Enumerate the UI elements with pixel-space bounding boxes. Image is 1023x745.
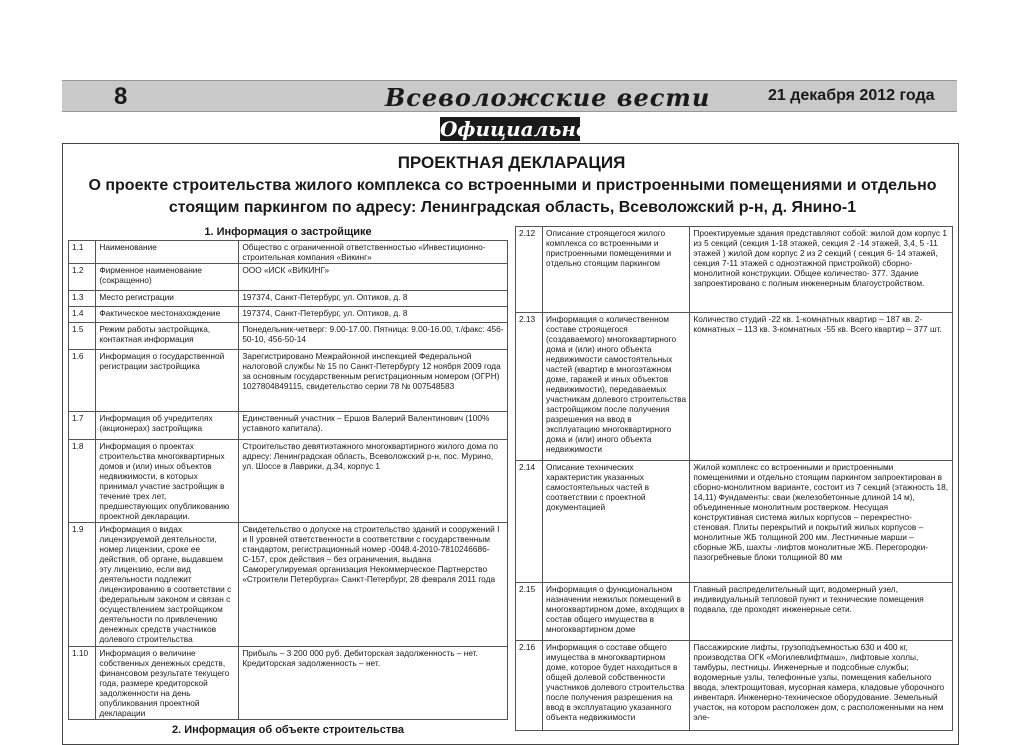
row-number: 1.2 [69,264,96,291]
row-value: 197374, Санкт-Петербург, ул. Оптиков, д. 8 [239,291,508,307]
page-number: 8 [114,83,128,110]
table-row [69,647,508,720]
row-value: Проектируемые здания представляют собой: жилой дом корпус 1 из 5 секций (секция 1-18 этажей, секция 2 -14 этажей, 3,4, 5 -11 этажей ) жилой дом корпус 2 из 2 секций ( секция 6- 14 этажей, секция 7-11 этажей с одноэтажной пристройкой) сборно-монолитной конструкции. Общее количество- 377. Здание запроектировано с полным инженерным благоустройством. [690,227,953,313]
row-label: Информация о проектах строительства многоквартирных домов и (или) иных объектов недвижимости, в которых принимал участие застройщик в течение трех лет, предшествующих опубликованию проектной декларации. [96,440,239,523]
row-value: Строительство девятиэтажного многоквартирного жилого дома по адресу: Ленинградская область, Всеволожский р-н, пос. Мурино, ул. Шоссе в Лаврики, д.34, корпус 1 [239,440,508,523]
row-number: 2.12 [516,227,543,313]
row-label: Режим работы застройщика, контактная информация [96,323,239,350]
object-info-table [515,226,953,731]
table-row [69,323,508,350]
row-label: Информация о величине собственных денежных средств, финансовом результате текущего года, размере кредиторской задолженности на день опубликования проектной декларации [96,647,239,720]
row-label: Информация о количественном составе строящегося (создаваемого) многоквартирного дома и (или) иного объекта недвижимости самостоятельных частей (квартир в многоэтажном доме, гаражей и иных объектов недвижимости), передаваемых участникам долевого строительства застройщиком после получения разрешения на ввод в эксплуатацию многоквартирного дома и (или) иного объекта недвижимости [543,313,690,461]
row-value: Главный распределительный щит, водомерный узел, индивидуальный тепловой пункт и технические помещения подвала, где проходят инженерные сети. [690,583,953,641]
table-row [69,241,508,264]
table-row [516,227,953,313]
row-number: 1.1 [69,241,96,264]
row-value: Прибыль – 3 200 000 руб. Дебиторская задолженность – нет. Кредиторская задолженность – нет. [239,647,508,720]
row-value: Свидетельство о допуске на строительство зданий и сооружений I и II уровней ответственности в соответствии с государственным стандартом, регистрационный номер -0048.4-2010-7810246686-С-157, срок действия – без ограничения, выдана Саморегулируемая организация Некоммерческое Партнерство «Строители Петербурга» Санкт-Петербург, 28 февраля 2011 года [239,523,508,647]
row-label: Наименование [96,241,239,264]
table-row [516,583,953,641]
row-value: Пассажирские лифты, грузоподъемностью 630 и 400 кг, производства ОГК «Могилевлифтмаш», лифтовые холлы, тамбуры, лестницы. Инженерные и подсобные службы; водомерные узлы, телефонные узлы, помещения кабельного ввода, электрощитовая, мусорная камера, кладовые уборочного инвентаря. Инженерно-техническое оборудование. Земельный участок, на котором расположен дом, с расположенными на нем эле- [690,641,953,731]
row-label: Место регистрации [96,291,239,307]
row-number: 1.10 [69,647,96,720]
row-value: Зарегистрировано Межрайонной инспекцией Федеральной налоговой службы № 15 по Санкт-Петербургу 12 ноября 2009 года за основным государственным регистрационным номером (ОГРН) 1027804849115, свидетельство серии 78 № 007548583 [239,350,508,412]
row-value: ООО «ИСК «ВИКИНГ» [239,264,508,291]
row-number: 2.15 [516,583,543,641]
row-value: 197374, Санкт-Петербург, ул. Оптиков, д. 8 [239,307,508,323]
row-number: 2.16 [516,641,543,731]
row-label: Описание технических характеристик указанных самостоятельных частей в соответствии с проектной документацией [543,461,690,583]
row-number: 1.3 [69,291,96,307]
developer-info-table [68,240,508,720]
row-number: 1.7 [69,412,96,440]
table-row [69,440,508,523]
row-label: Информация о функциональном назначении нежилых помещений в многоквартирном доме, входящих в состав общего имущества в многоквартирном доме [543,583,690,641]
newspaper-name: Всеволожские вести [385,83,711,112]
declaration-title: ПРОЕКТНАЯ ДЕКЛАРАЦИЯ [397,153,626,172]
table-row [516,641,953,731]
row-label: Фирменное наименование (сокращенно) [96,264,239,291]
row-value: Единственный участник – Ершов Валерий Валентинович (100% уставного капитала). [239,412,508,440]
table-row [69,264,508,291]
row-value: Общество с ограниченной ответственностью «Инвестиционно-строительная компания «Викинг» [239,241,508,264]
row-number: 1.9 [69,523,96,647]
section-1-title: 1. Информация о застройщике [204,226,372,238]
row-label: Информация о государственной регистрации застройщика [96,350,239,412]
table-row [69,307,508,323]
row-label: Фактическое местонахождение [96,307,239,323]
row-value: Жилой комплекс со встроенными и пристроенными помещениями и отдельно стоящим паркингом запроектирован в сборно-монолитном варианте, состоит из 7 секций (этажность 18, 14,11) Фундаменты: сваи (железобетонные длиной 14 м), объединенные монолитным ростверком. Несущая конструктивная система жилых корпусов – перекрестно-стеновая. Плиты перекрытий и покрытий жилых корпусов – монолитные ЖБ толщиной 200 мм. Лестничные марши – сборные ЖБ, шахты -лифтов монолитные ЖБ. Перегородки-пазогребневые блоки толщиной 80 мм [690,461,953,583]
table-row [69,523,508,647]
row-number: 1.8 [69,440,96,523]
table-row [516,313,953,461]
table-row [69,350,508,412]
declaration-subtitle: О проекте строительства жилого комплекса со встроенными и пристроенными помещениями и отдельно стоящим паркингом по адресу: Ленинградская область, Всеволожский р-н, д. Янино-1 [88,177,937,216]
row-value: Понедельник-четверг: 9.00-17.00. Пятница: 9.00-16.00, т./факс: 456-50-10, 456-50-14 [239,323,508,350]
row-label: Информация о видах лицензируемой деятельности, номер лицензии, сроке ее действия, об органе, выдавшем эту лицензию, если вид деятельности подлежит лицензированию в соответствии с федеральным законом и связан с осуществлением застройщиком деятельности по привлечению денежных средств участников долевого строительства [96,523,239,647]
row-number: 2.13 [516,313,543,461]
row-number: 1.5 [69,323,96,350]
issue-date: 21 декабря 2012 года [768,87,935,104]
table-row [516,461,953,583]
section-2-title: 2. Информация об объекте строительства [171,724,404,736]
table-row [69,412,508,440]
row-value: Количество студий -22 кв. 1-комнатных квартир – 187 кв. 2-комнатных – 113 кв. 3-комнатных -55 кв. Всего квартир – 377 шт. [690,313,953,461]
row-number: 2.14 [516,461,543,583]
row-number: 1.4 [69,307,96,323]
section-label: Официально [440,117,590,141]
row-label: Информация о составе общего имущества в многоквартирном доме, которое будет находиться в общей долевой собственности участников долевого строительства после получения разрешения на ввод в эксплуатацию указанного объекта недвижимости [543,641,690,731]
table-row [69,291,508,307]
row-number: 1.6 [69,350,96,412]
row-label: Информация об учредителях (акционерах) застройщика [96,412,239,440]
row-label: Описание строящегося жилого комплекса со встроенными и пристроенными помещениями и отдельно стоящим паркингом [543,227,690,313]
